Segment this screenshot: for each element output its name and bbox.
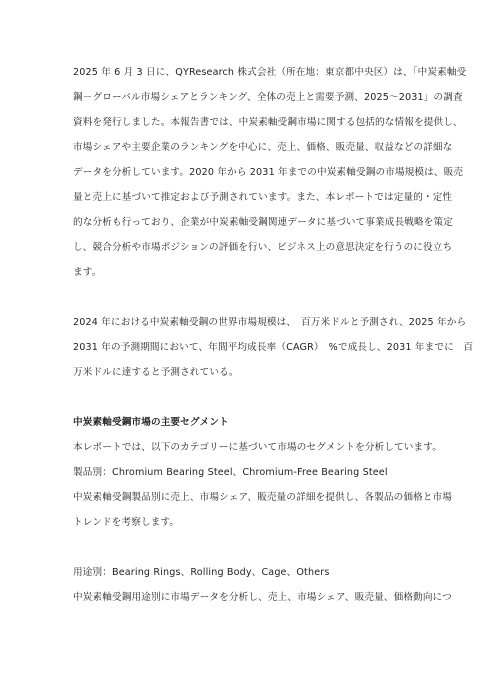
intro-line: ます。	[73, 267, 102, 278]
market-line: 2031 年の予測期間において、年間平均成長率（CAGR） %で成長し、2031 年までに 百	[73, 342, 474, 353]
intro-line: し、競合分析や市場ポジションの評価を行い、ビジネス上の意思決定を行うのに役立ち	[73, 242, 453, 253]
segments-intro: 本レポートでは、以下のカテゴリーに基づいて市場のセグメントを分析しています。	[73, 442, 443, 453]
intro-line: 鋼－グローバル市場シェアとランキング、全体の売上と需要予測、2025～2031」の調査	[73, 92, 463, 103]
intro-line: 2025 年 6 月 3 日に、QYResearch 株式会社（所在地：東京都中央区）は、「中炭素軸受	[73, 67, 467, 78]
market-line: 2024 年における中炭素軸受鋼の世界市場規模は、 百万米ドルと予測され、2025 年から	[73, 317, 467, 328]
segment-product-desc: トレンドを考察します。	[73, 517, 180, 528]
intro-line: 市場シェアや主要企業のランキングを中心に、売上、価格、販売量、収益などの詳細な	[73, 142, 453, 153]
segment-by-application: 用途別：Bearing Rings、Rolling Body、Cage、Others	[73, 567, 330, 578]
section-heading: 中炭素軸受鋼市場の主要セグメント	[73, 417, 229, 428]
intro-line: 的な分析も行っており、企業が中炭素軸受鋼関連データに基づいて事業成長戦略を策定	[73, 217, 454, 228]
intro-line: 資料を発行しました。本報告書では、中炭素軸受鋼市場に関する包括的な情報を提供し、	[73, 117, 463, 128]
intro-line: 量と売上に基づいて推定および予測されています。また、本レポートでは定量的・定性	[73, 192, 453, 203]
intro-line: データを分析しています。2020 年から 2031 年までの中炭素軸受鋼の市場規模は、販売	[73, 167, 464, 178]
market-line: 万米ドルに達すると予測されている。	[73, 367, 239, 378]
segment-by-product: 製品別：Chromium Bearing Steel、Chromium-Free Bearing Steel	[73, 467, 388, 478]
segment-product-desc: 中炭素軸受鋼製品別に売上、市場シェア、販売量の詳細を提供し、各製品の価格と市場	[73, 492, 453, 503]
segment-application-desc: 中炭素軸受鋼用途別に市場データを分析し、売上、市場シェア、販売量、価格動向につ	[73, 592, 452, 603]
